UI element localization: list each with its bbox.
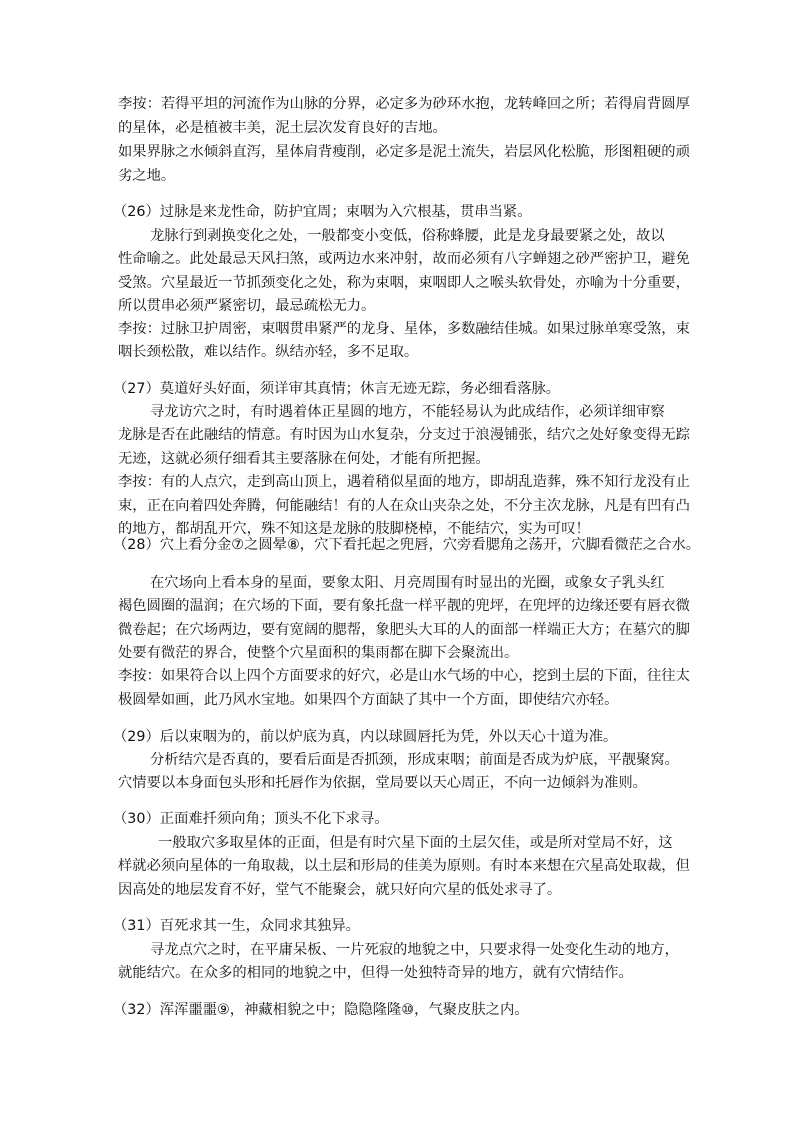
text-line: 样就必须向星体的一角取裁，以土层和形局的佳美为原则。有时本来想在穴星高处取裁，但 [118, 858, 690, 874]
section-heading-26: （26）过脉是来龙性命，防护宜周；束咽为入穴根基，贯串当紧。 [113, 204, 532, 220]
text-line: 极圆晕如画，此乃风水宝地。如果四个方面缺了其中一个方面，即使结穴亦轻。 [118, 692, 619, 708]
text-line: 的地方，都胡乱开穴，殊不知这是龙脉的肢脚桡棹，不能结穴，实为可叹！ [118, 521, 590, 537]
text-line: 的星体，必是植被丰美，泥土层次发育良好的吉地。 [118, 120, 447, 136]
text-line: 如果界脉之水倾斜直泻，星体肩背瘦削，必定多是泥土流失，岩层风化松脆，形图粗硬的顽 [118, 144, 690, 160]
section-heading-31: （31）百死求其一生，众同求其独异。 [113, 918, 360, 934]
text-line: 所以贯串必须严紧密切，最忌疏松无力。 [118, 298, 376, 314]
text-line: 束，正在向着四处奔腾，何能融结！有的人在众山夹杂之处，不分主次龙脉，凡是有凹有凸 [118, 498, 690, 514]
text-line: 咽长颈松散，难以结作。纵结亦轻，多不足取。 [118, 344, 419, 360]
text-line: 就能结穴。在众多的相同的地貌之中，但得一处独特奇异的地方，就有穴情结作。 [118, 965, 633, 981]
text-line: 微卷起；在穴场两边，要有宽阔的腮帮，象肥头大耳的人的面部一样端正大方；在墓穴的脚 [118, 622, 690, 638]
text-line: 劣之地。 [118, 168, 176, 184]
text-line: 一般取穴多取星体的正面，但是有时穴星下面的土层欠佳，或是所对堂局不好，这 [158, 835, 673, 851]
text-line: 在穴场向上看本身的星面，要象太阳、月亮周围有时显出的光圈，或象女子乳头红 [150, 575, 665, 591]
text-line: 李按：有的人点穴，走到高山顶上，遇着稍似星面的地方，即胡乱造葬，殊不知行龙没有止 [118, 474, 690, 490]
text-line: 寻龙点穴之时，在平庸呆板、一片死寂的地貌之中，只要求得一处变化生动的地方， [150, 942, 679, 958]
text-line: 李按：过脉卫护周密，束咽贯串紧严的龙身、星体，多数融结佳城。如果过脉单寒受煞，束 [118, 321, 690, 337]
text-line: 龙脉行到剥换变化之处，一般都变小变低，俗称蜂腰，此是龙身最要紧之处，故以 [150, 228, 665, 244]
section-heading-29: （29）后以束咽为的，前以炉底为真，内以球圆唇托为凭，外以天心十道为准。 [113, 729, 618, 745]
text-line: 李按：若得平坦的河流作为山脉的分界，必定多为砂环水抱，龙转峰回之所；若得肩背圆厚 [118, 96, 690, 112]
text-line: 无迹，这就必须仔细看其主要落脉在何处，才能有所把握。 [118, 451, 490, 467]
section-heading-30: （30）正面难扦须向角；顶头不化下求寻。 [113, 811, 389, 827]
text-line: 处要有微茫的界合，使整个穴星面积的集雨都在脚下会聚流出。 [118, 645, 519, 661]
text-line: 寻龙访穴之时，有时遇着体正星圆的地方，不能轻易认为此成结作，必须详细审察 [150, 404, 665, 420]
section-heading-28: （28）穴上看分金⑦之圆晕⑧，穴下看托起之兜唇，穴旁看腮角之荡开，穴脚看微茫之合水。 [113, 537, 701, 553]
section-heading-32: （32）浑浑噩噩⑨，神藏相貌之中；隐隐隆隆⑩，气聚皮肤之内。 [113, 1002, 529, 1018]
text-line: 穴情要以本身面包头形和托唇作为依据，堂局要以天心周正，不向一边倾斜为准则。 [118, 775, 647, 791]
section-heading-27: （27）莫道好头好面，须详审其真情；休言无迹无踪，务必细看落脉。 [113, 381, 561, 397]
text-line: 受煞。穴星最近一节抓颈变化之处，称为束咽，束咽即人之喉头软骨处，亦喻为十分重要， [118, 275, 690, 291]
text-line: 李按：如果符合以上四个方面要求的好穴，必是山水气场的中心，挖到土层的下面，往往太 [118, 668, 690, 684]
text-line: 性命喻之。此处最忌天风扫煞，或两边水来冲射，故而必须有八字蝉翅之砂严密护卫，避免 [118, 251, 690, 267]
text-line: 褐色圆圈的温润；在穴场的下面，要有象托盘一样平靓的兜坪，在兜坪的边缘还要有唇衣微 [118, 598, 690, 614]
text-line: 因高处的地层发育不好，堂气不能聚会，就只好向穴星的低处求寻了。 [118, 882, 562, 898]
text-line: 龙脉是否在此融结的情意。有时因为山水复杂，分支过于浪漫铺张，结穴之处好象变得无踪 [118, 427, 690, 443]
text-line: 分析结穴是否真的，要看后面是否抓颈，形成束咽；前面是否成为炉底，平靓聚窝。 [150, 752, 679, 768]
